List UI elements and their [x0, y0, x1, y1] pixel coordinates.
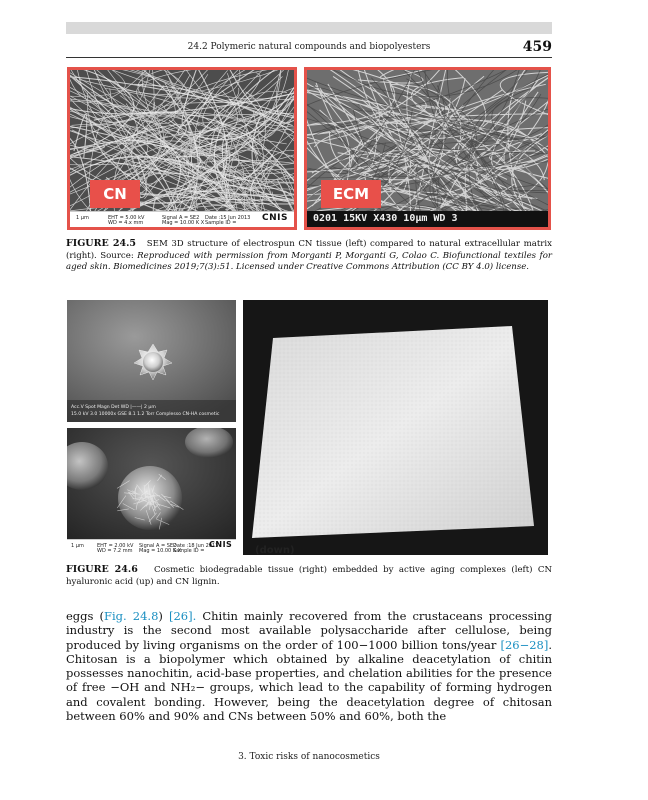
top-sem-scale-bar — [67, 400, 236, 422]
ref-26-link[interactable]: [26]. — [168, 609, 197, 623]
cnis-logo: CNIS — [262, 213, 288, 223]
top-sem-scale-line-1: Acc.V Spot Magn Det WD |——| 2 μm — [71, 405, 156, 410]
ref-26-28-link[interactable]: [26−28] — [500, 637, 549, 652]
figure-24-5-label: FIGURE 24.5 — [66, 238, 137, 249]
ecm-sem-image — [304, 67, 551, 230]
cnis-logo: CNIS — [209, 540, 233, 549]
body-text-4: . Chitosan is a biopolymer which obtained by alkaline deacetylation of chitin possesses nanochitin, acid-base properties, and chelation abilities for the presence of free −OH and NH₂− groups, which lead to the capability of forming hydrogen and covalent bonding. However, being the deacetylation degree of chitosan between 60% and 90% and CNs between 50% and 60%, both the — [66, 637, 552, 724]
mag-value: Mag = 10.00 K X — [162, 220, 205, 226]
section-title: 24.2 Polymeric natural compounds and biopolyesters — [187, 42, 431, 52]
ecm-scale-bar: 0201 15KV X430 10μm WD 3 — [307, 211, 548, 227]
cn-ha-complex-sem-image — [67, 300, 236, 422]
body-text-3: Chitin mainly recovered from the crustaceans processing industry is the second most available polysaccharide after cellulose, being produced by living organisms on the order of 100−1000 billion tons/year — [66, 609, 552, 652]
figure-24-5-text: SEM 3D structure of electrospun CN tissue (left) compared to natural extracellular matrix (right). Source: — [66, 239, 553, 261]
header-rule — [66, 57, 552, 58]
ecm-panel-label: ECM — [321, 180, 381, 208]
date-value: Date :15 Jun 2013 — [205, 215, 251, 221]
cn-panel-label: CN — [90, 180, 140, 208]
mag-value: Mag = 10.00 K X — [139, 548, 182, 554]
bottom-sem-scale-bar — [67, 539, 236, 554]
body-paragraph — [66, 609, 552, 723]
figure-24-6-text: Cosmetic biodegradable tissue (right) embedded by active aging complexes (left) CN hyaluronic acid (up) and CN lignin. — [66, 565, 553, 587]
page-footer: 3. Toxic risks of nanocosmetics — [238, 752, 380, 762]
fiber-strand — [319, 227, 551, 230]
page-number: 459 — [522, 39, 552, 55]
header-bar — [66, 22, 552, 34]
figure-24-6-caption — [66, 564, 552, 588]
wd-value: WD = 7.2 mm — [97, 548, 133, 554]
signal-value: Signal A = SE2 — [162, 215, 200, 221]
eht-value: EHT = 2.00 kV — [97, 543, 134, 549]
fig-24-8-link[interactable]: Fig. 24.8 — [104, 609, 159, 623]
biodegradable-tissue-photo — [243, 300, 548, 555]
scale-length: 1 μm — [76, 215, 89, 221]
sample-id: Sample ID = — [173, 548, 205, 554]
down-label: (down) — [255, 545, 295, 556]
figure-24-6-label: FIGURE 24.6 — [66, 564, 138, 575]
signal-value: Signal A = SE2 — [139, 543, 177, 549]
fiber-strand — [548, 155, 551, 187]
scale-length: 1 μm — [71, 543, 84, 549]
running-head — [66, 40, 552, 56]
date-value: Date :18 Jun 2013 — [173, 543, 219, 549]
figure-24-5-source: Reproduced with permission from Morganti P, Morganti G, Colao C. Biofunctional textiles for aged skin. Biomedicines 2019;7(3):51. Licensed under Creative Commons Attribution (CC BY 4.0) license. — [66, 250, 552, 272]
tissue-sheet-graphic — [243, 300, 548, 555]
body-text-1: eggs ( — [66, 609, 105, 623]
lignin-particle-graphic — [67, 428, 236, 554]
top-sem-scale-line-2: 15.0 kV 3.0 10000x GSE 8.1 1.2 Torr Complesso CN-HA cosmetic — [71, 412, 220, 417]
cn-lignin-sem-image — [67, 428, 236, 554]
sample-id: Sample ID = — [205, 220, 237, 226]
figure-24-5-caption — [66, 238, 552, 274]
eht-value: EHT = 5.00 kV — [108, 215, 145, 221]
cn-tissue-sem-image — [67, 67, 297, 230]
body-text-2: ) — [158, 609, 169, 623]
wd-value: WD = 4.x mm — [108, 220, 144, 226]
cn-scale-bar — [70, 211, 294, 227]
